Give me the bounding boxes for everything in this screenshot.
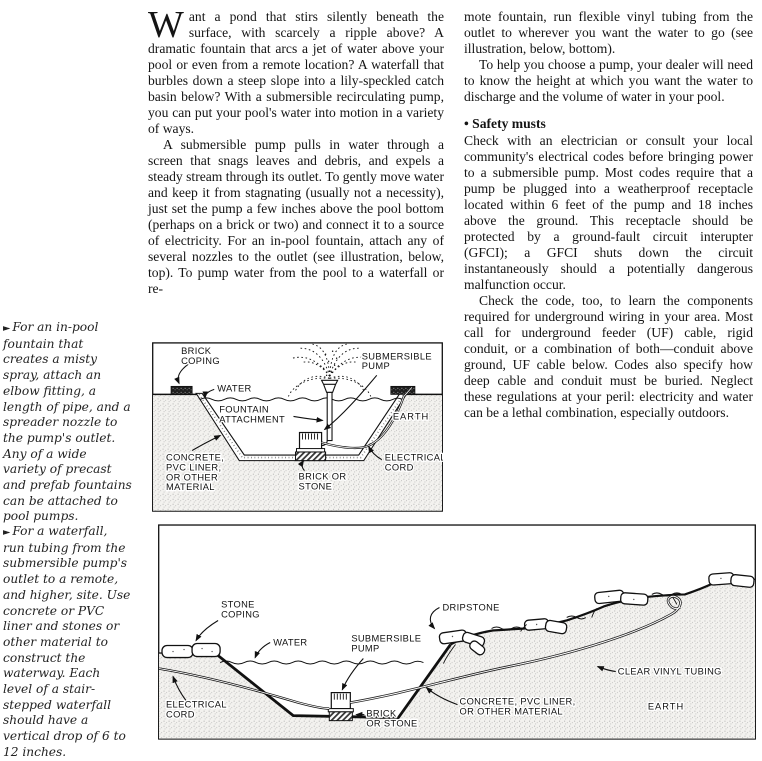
margin-caption-fountain <box>3 320 132 525</box>
paragraph-choose-pump: To help you choose a pump, your dealer will need to know the height at which you want the water to discharge and the volume of water in your pool. <box>464 57 753 104</box>
label-brick-or-stone: BRICK OR STONE <box>366 708 418 729</box>
label-clear-vinyl-tubing: CLEAR VINYL TUBING <box>617 666 722 677</box>
caption-arrow-marker: ► <box>3 527 11 538</box>
caption-arrow-marker: ► <box>3 323 11 334</box>
drop-cap: W <box>148 4 184 46</box>
label-brick-coping: BRICK COPING <box>181 346 221 367</box>
label-dripstone: DRIPSTONE <box>442 602 500 613</box>
margin-caption-waterfall <box>3 524 132 761</box>
caption-text: For a waterfall, run tubing from the submersible pump's outlet to a remote, and higher, site. Use concrete or PVC liner and stones or other material to construct the waterway. Each level of a stair-stepped waterfall should have a vertical drop of 6 to 12 inches. <box>3 524 131 759</box>
label-submersible-pump: SUBMERSIBLE PUMP <box>361 351 432 372</box>
paragraph-underground-wiring: Check the code, too, to learn the components required for underground wiring in your area. Most call for underground feeder (UF) cable, rigid conduit, or a combination of both—conduit above ground, UF cable below. Codes also specify how deep cable and conduit must be buried. Neglect these regulations at your peril: electricity and water can be a lethal combination, especially outdoors. <box>464 293 753 420</box>
paragraph-pump-description: A submersible pump pulls in water through a screen that snags leaves and debris, and expels a steady stream through its outlet. To gently move water and keep it from stagnating (usually not a necessity), just set the pump a few inches above the pool bottom (perhaps on a brick or two) and connect it to a source of electricity. For an in-pool fountain, attach any of several nozzles to the outlet (see illustration, below, top). To pump water from the pool to a waterfall or re- <box>148 137 444 296</box>
submersible-pump <box>328 693 353 721</box>
section-heading-safety-musts: • Safety musts <box>464 116 546 131</box>
label-electrical-cord: ELECTRICAL CORD <box>384 452 443 473</box>
label-submersible-pump: SUBMERSIBLE PUMP <box>351 633 422 654</box>
figure-top-illustration <box>152 342 443 512</box>
label-stone-coping: STONE COPING <box>221 599 260 620</box>
label-electrical-cord: ELECTRICAL CORD <box>166 699 227 720</box>
paragraph-electrical-codes: Check with an electrician or consult your local community's electrical codes before bringing power to a submersible pump. Most codes require that a pump be plugged into a weatherproof receptacle located within 6 feet of the pump and 18 inches above the ground. This receptacle should be protected by a ground-fault circuit interupter (GFCI); a GFCI shuts down the circuit instantaneously should a potentially dangerous malfunction occur. <box>464 133 753 292</box>
label-liner: CONCRETE, PVC LINER, OR OTHER MATERIAL <box>459 696 576 717</box>
brick-under-pump <box>295 452 325 461</box>
label-earth: EARTH <box>647 701 685 712</box>
text-column-right <box>464 9 753 421</box>
caption-text: For an in-pool fountain that creates a misty spray, attach an elbow fitting, a length of pipe, and a spreader nozzle to the pump's outlet. Any of a wide variety of precast and prefab fountains can be attached to pool pumps. <box>3 320 132 524</box>
label-earth: EARTH <box>392 411 430 422</box>
brick-under-pump <box>329 712 352 721</box>
label-water: WATER <box>217 383 252 394</box>
label-water: WATER <box>273 637 308 648</box>
label-fountain-attachment: FOUNTAIN ATTACHMENT <box>219 404 286 425</box>
text-column-left <box>148 4 444 297</box>
paragraph-continuation: mote fountain, run flexible vinyl tubing from the outlet to wherever you want the water to go (see illustration, below, bottom). <box>464 9 753 56</box>
label-liner: CONCRETE, PVC LINER, OR OTHER MATERIAL <box>166 452 225 493</box>
submersible-pump <box>295 433 325 461</box>
label-brick-or-stone: BRICK OR STONE <box>298 471 347 492</box>
figure-bottom-illustration <box>158 524 756 740</box>
paragraph-intro: Want a pond that stirs silently beneath the surface, with scarcely a ripple above? A dramatic fountain that arcs a jet of water above your pool or even from a remote location? A waterfall that burbles down a steep slope into a lily-speckled catch basin below? With a submersible recirculating pump, you can put your pool's water into motion in a variety of ways. <box>148 4 444 136</box>
